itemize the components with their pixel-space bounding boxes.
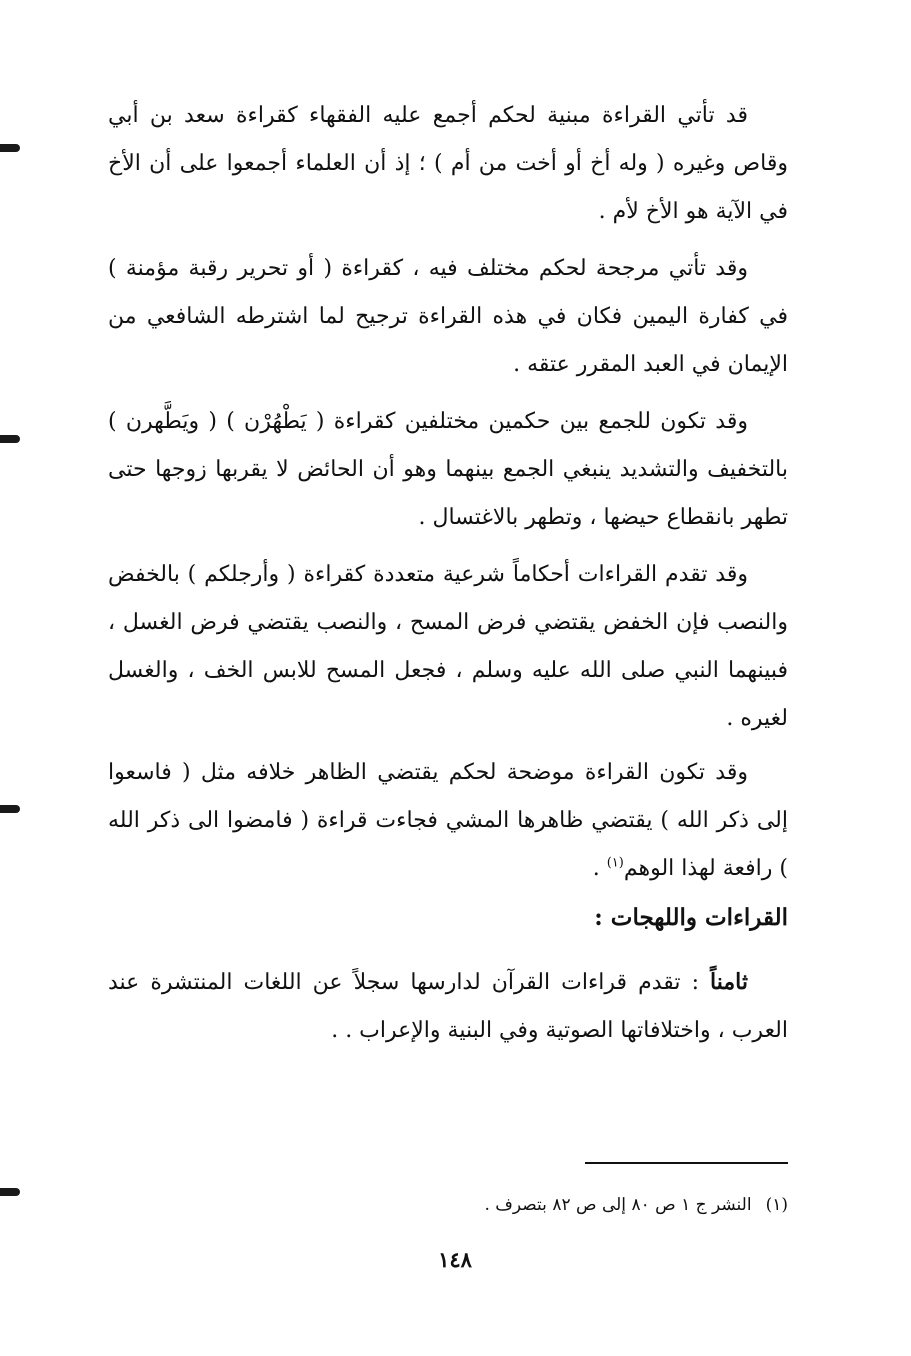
footnote [108, 1190, 788, 1220]
section-lead-word: ثامناً [710, 969, 748, 995]
section-paragraph-text: : تقدم قراءات القرآن لدارسها سجلاً عن اللغات المنتشرة عند العرب ، واختلافاتها الصوتية وفي البنية والإعراب . . [108, 970, 788, 1043]
paragraph-4: وقد تقدم القراءات أحكاماً شرعية متعددة كقراءة ( وأرجلكم ) بالخفض والنصب فإن الخفض يقتضي فرض المسح ، والنصب يقتضي فرض الغسل ، فبينهما النبي صلى الله عليه وسلم ، فجعل المسح للابس الخف ، والغسل لغيره . [108, 562, 788, 731]
paragraph-4-block [108, 551, 788, 743]
paragraph-2-block [108, 245, 788, 389]
footnote-text: النشر ج ١ ص ٨٠ إلى ص ٨٢ بتصرف . [484, 1195, 752, 1215]
paragraph-3: وقد تكون للجمع بين حكمين مختلفين كقراءة ( يَطْهُرْن ) ( ويَطَّهرن ) بالتخفيف والتشديد ينبغي الجمع بينهما وهو أن الحائض لا يقربها زوجها حتى تطهر بانقطاع حيضها ، وتطهر بالاغتسال . [108, 409, 788, 530]
scan-margin-mark [0, 144, 20, 152]
paragraph-1: قد تأتي القراءة مبنية لحكم أجمع عليه الفقهاء كقراءة سعد بن أبي وقاص وغيره ( وله أخ أو أخت من أم ) ؛ إذ أن العلماء أجمعوا على أن الأخ في الآية هو الأخ لأم . [108, 103, 788, 224]
paragraph-3-block [108, 398, 788, 542]
footnote-number: (١) [765, 1195, 788, 1215]
paragraph-2: وقد تأتي مرجحة لحكم مختلف فيه ، كقراءة ( أو تحرير رقبة مؤمنة ) في كفارة اليمين فكان في هذه القراءة ترجيح لما اشترطه الشافعي من الإيمان في العبد المقرر عتقه . [108, 256, 788, 377]
scan-margin-mark [0, 1188, 20, 1196]
paragraph-5-text: وقد تكون القراءة موضحة لحكم يقتضي الظاهر خلافه مثل ( فاسعوا إلى ذكر الله ) يقتضي ظاهرها المشي فجاءت قراءة ( فامضوا الى ذكر الله ) رافعة لهذا الوهم [108, 760, 788, 881]
paragraph-5-tail: . [592, 856, 607, 881]
paragraph-5-block [108, 749, 788, 893]
paragraph-1-block [108, 92, 788, 236]
footnote-divider [585, 1162, 788, 1164]
section-paragraph [108, 958, 788, 1055]
paragraph-5 [108, 749, 788, 893]
page-number: ١٤٨ [438, 1247, 472, 1272]
section-heading: القراءات واللهجات : [594, 904, 788, 931]
scan-margin-mark [0, 435, 20, 443]
section-paragraph-block [108, 958, 788, 1055]
scan-margin-mark [0, 805, 20, 813]
footnote-reference: (١) [606, 855, 624, 871]
